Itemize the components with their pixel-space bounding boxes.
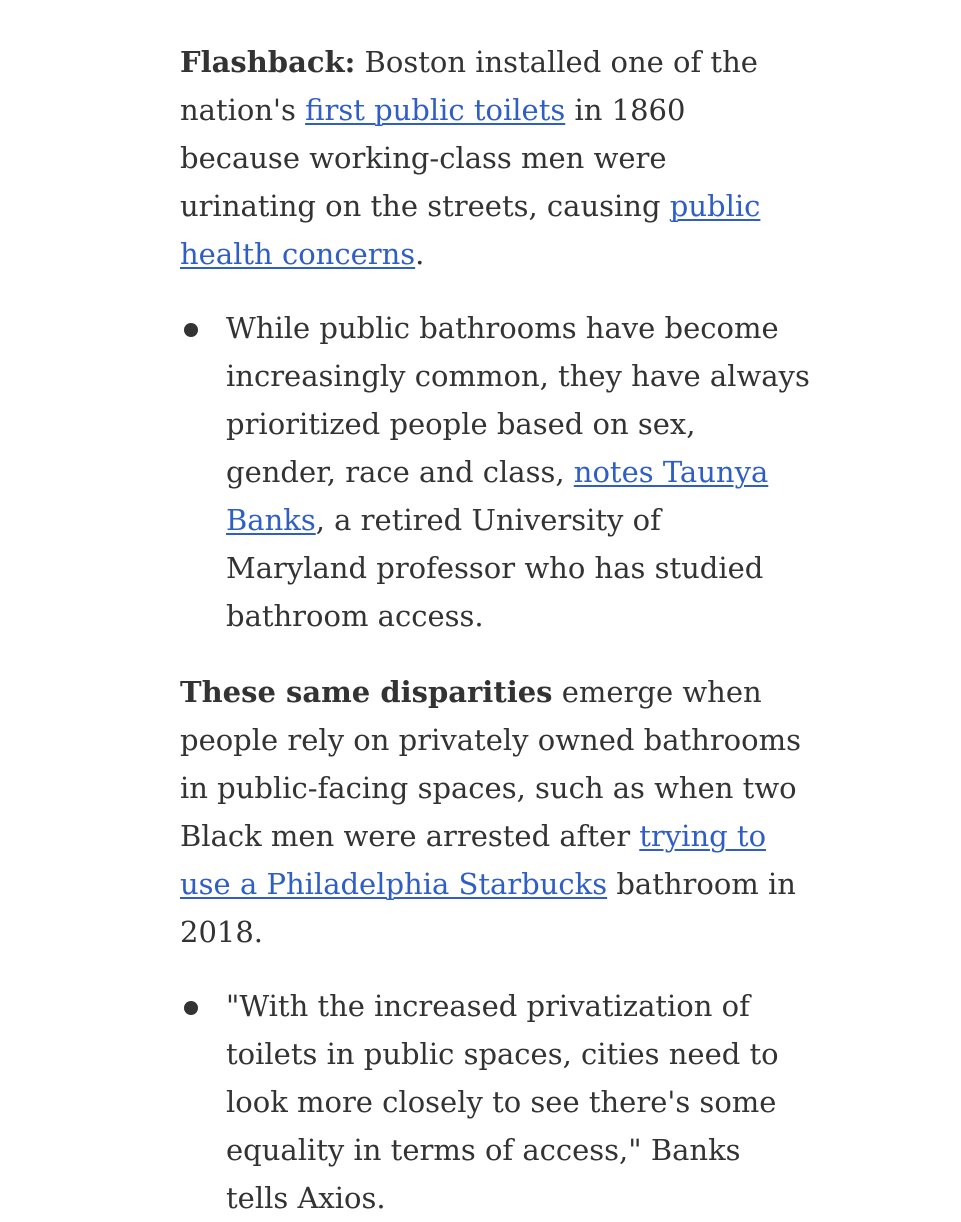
paragraph-text: Boston installed one of the nation's [180,45,758,127]
bullet-text: "With the increased privatization of toilets in public spaces, cities need to look more closely to see there's some equality in terms of access," Banks tells Axios. [226,989,779,1215]
first-public-toilets-link[interactable]: first public toilets [305,93,566,127]
article-body [180,38,810,1222]
bullet-list [180,982,810,1222]
paragraph-text: in 1860 because working-class men were urinating on the streets, causing [180,93,686,223]
public-health-concerns-link[interactable]: public health concerns [180,189,761,271]
paragraph-text: . [415,237,425,271]
bullet-item-banks-quote [180,982,810,1222]
bullet-list [180,304,810,640]
philadelphia-starbucks-link[interactable]: trying to use a Philadelphia Starbucks [180,819,767,901]
bullet-text: , a retired University of Maryland professor who has studied bathroom access. [226,503,764,633]
bullet-dot-icon [184,1001,198,1015]
notes-taunya-banks-link[interactable]: notes Taunya Banks [226,455,769,537]
bullet-item-bathroom-history [180,304,810,640]
paragraph-text: emerge when people rely on privately owned bathrooms in public-facing spaces, such as when two Black men were arrested after [180,675,801,853]
disparities-lead: These same disparities [180,675,553,709]
bullet-dot-icon [184,323,198,337]
flashback-lead: Flashback: [180,45,356,79]
bullet-text: While public bathrooms have become increasingly common, they have always prioritized people based on sex, gender, race and class, [226,311,810,489]
flashback-paragraph [180,38,810,278]
disparities-paragraph [180,668,810,956]
paragraph-text: bathroom in 2018. [180,867,796,949]
